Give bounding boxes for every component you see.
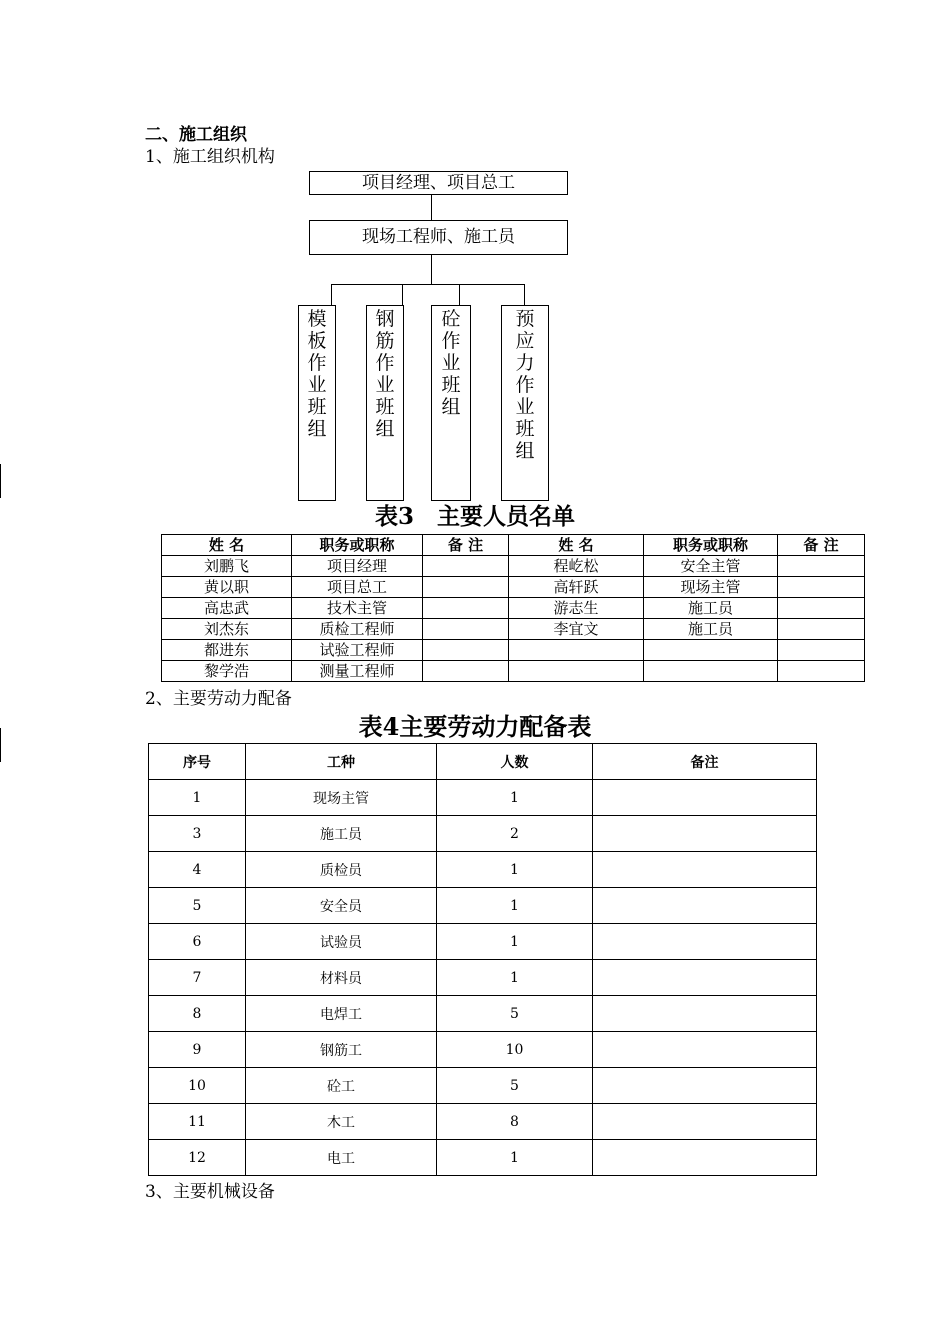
table-cell: 刘鹏飞	[162, 556, 292, 577]
col-header: 职务或职称	[292, 535, 423, 556]
table-row	[149, 1140, 817, 1176]
table-cell	[593, 888, 817, 924]
table-cell: 1	[437, 888, 593, 924]
table-cell	[423, 640, 509, 661]
page-edge-mark	[0, 464, 1, 498]
table-cell: 8	[437, 1104, 593, 1140]
table-cell: 4	[149, 852, 246, 888]
table-cell	[509, 640, 644, 661]
table-cell: 5	[437, 1068, 593, 1104]
table-cell: 施工员	[246, 816, 437, 852]
table-cell	[593, 816, 817, 852]
col-header: 职务或职称	[644, 535, 778, 556]
table-cell: 质检工程师	[292, 619, 423, 640]
personnel-table	[161, 534, 865, 682]
table-cell	[423, 598, 509, 619]
col-header: 备注	[593, 744, 817, 780]
col-header: 工种	[246, 744, 437, 780]
table-cell	[423, 661, 509, 682]
table-row	[149, 1068, 817, 1104]
table-cell: 项目经理	[292, 556, 423, 577]
connector-line	[331, 284, 332, 305]
table-cell	[644, 661, 778, 682]
table-row	[149, 780, 817, 816]
table3-title: 表3 主要人员名单	[374, 503, 575, 530]
col-header: 姓 名	[162, 535, 292, 556]
table-cell	[593, 924, 817, 960]
table-cell: 3	[149, 816, 246, 852]
table-row	[149, 960, 817, 996]
table-cell: 1	[437, 1140, 593, 1176]
team-label: 预应力作业班组	[515, 308, 535, 462]
table-cell: 2	[437, 816, 593, 852]
table-cell	[423, 577, 509, 598]
table-row	[149, 996, 817, 1032]
table-cell: 电焊工	[246, 996, 437, 1032]
labor-table	[148, 743, 817, 1176]
table-cell: 刘杰东	[162, 619, 292, 640]
table-cell	[593, 852, 817, 888]
table-cell: 电工	[246, 1140, 437, 1176]
table-cell	[509, 661, 644, 682]
table-cell: 12	[149, 1140, 246, 1176]
table4-title: 表4主要劳动力配备表	[358, 712, 592, 741]
table-header-row	[149, 744, 817, 780]
table-cell	[778, 598, 865, 619]
table-cell	[778, 577, 865, 598]
table-row	[149, 924, 817, 960]
connector-line	[431, 255, 432, 284]
team-label: 模板作业班组	[307, 308, 327, 440]
table-cell	[778, 640, 865, 661]
table-cell	[593, 1068, 817, 1104]
table-cell: 李宜文	[509, 619, 644, 640]
org-top-box	[309, 171, 568, 195]
table-cell: 1	[437, 780, 593, 816]
connector-line	[524, 284, 525, 305]
table-cell: 高轩跃	[509, 577, 644, 598]
table-cell	[593, 1032, 817, 1068]
table-cell	[423, 619, 509, 640]
table-row	[162, 598, 865, 619]
table-cell: 施工员	[644, 598, 778, 619]
section-heading: 二、施工组织	[145, 125, 247, 145]
table-cell: 现场主管	[246, 780, 437, 816]
labor-subheading: 2、主要劳动力配备	[145, 689, 292, 709]
table-row	[162, 577, 865, 598]
table-cell: 黎学浩	[162, 661, 292, 682]
table-cell	[778, 619, 865, 640]
table-cell	[423, 556, 509, 577]
connector-line	[459, 284, 460, 305]
table-cell	[593, 960, 817, 996]
table-cell: 程屹松	[509, 556, 644, 577]
org-mid-box	[309, 220, 568, 255]
team-box-prestress	[501, 305, 549, 501]
table-cell: 1	[437, 852, 593, 888]
connector-line	[331, 284, 525, 285]
table-header-row	[162, 535, 865, 556]
col-header: 序号	[149, 744, 246, 780]
org-subheading: 1、施工组织机构	[145, 147, 275, 167]
table-cell	[593, 1104, 817, 1140]
team-label: 钢筋作业班组	[375, 308, 395, 440]
table-cell: 高忠武	[162, 598, 292, 619]
team-box-concrete	[431, 305, 471, 501]
table-cell: 试验员	[246, 924, 437, 960]
table-row	[149, 852, 817, 888]
connector-line	[402, 284, 403, 305]
col-header: 备 注	[778, 535, 865, 556]
table-cell: 安全员	[246, 888, 437, 924]
col-header: 姓 名	[509, 535, 644, 556]
table-row	[149, 1032, 817, 1068]
table-cell: 安全主管	[644, 556, 778, 577]
table-cell: 现场主管	[644, 577, 778, 598]
table-cell: 5	[149, 888, 246, 924]
table-cell: 钢筋工	[246, 1032, 437, 1068]
org-mid-label: 现场工程师、施工员	[362, 227, 515, 247]
table-cell	[593, 996, 817, 1032]
table-cell: 5	[437, 996, 593, 1032]
table-cell: 项目总工	[292, 577, 423, 598]
table-cell: 6	[149, 924, 246, 960]
team-label: 砼作业班组	[441, 308, 461, 418]
table-cell: 砼工	[246, 1068, 437, 1104]
table-cell: 10	[149, 1068, 246, 1104]
machinery-subheading: 3、主要机械设备	[145, 1182, 275, 1202]
team-box-formwork	[298, 305, 336, 501]
table-row	[162, 661, 865, 682]
team-box-rebar	[366, 305, 404, 501]
table-row	[149, 888, 817, 924]
col-header: 备 注	[423, 535, 509, 556]
table-row	[162, 556, 865, 577]
table-cell: 游志生	[509, 598, 644, 619]
table-cell	[593, 1140, 817, 1176]
table-cell	[778, 661, 865, 682]
col-header: 人数	[437, 744, 593, 780]
table-cell: 9	[149, 1032, 246, 1068]
table-cell: 黄以职	[162, 577, 292, 598]
table-cell: 1	[437, 924, 593, 960]
table-cell	[778, 556, 865, 577]
org-top-label: 项目经理、项目总工	[362, 173, 515, 193]
table-cell	[644, 640, 778, 661]
table-cell: 木工	[246, 1104, 437, 1140]
table-cell: 质检员	[246, 852, 437, 888]
table-cell: 11	[149, 1104, 246, 1140]
table-cell: 技术主管	[292, 598, 423, 619]
table-cell: 1	[149, 780, 246, 816]
table-row	[162, 619, 865, 640]
table-cell: 试验工程师	[292, 640, 423, 661]
table-cell: 10	[437, 1032, 593, 1068]
table-cell: 1	[437, 960, 593, 996]
connector-line	[431, 195, 432, 220]
table-cell: 都进东	[162, 640, 292, 661]
table-cell: 7	[149, 960, 246, 996]
table-cell: 测量工程师	[292, 661, 423, 682]
table-row	[162, 640, 865, 661]
table-row	[149, 816, 817, 852]
table-cell: 材料员	[246, 960, 437, 996]
table-row	[149, 1104, 817, 1140]
table-cell	[593, 780, 817, 816]
table-cell: 8	[149, 996, 246, 1032]
table-cell: 施工员	[644, 619, 778, 640]
